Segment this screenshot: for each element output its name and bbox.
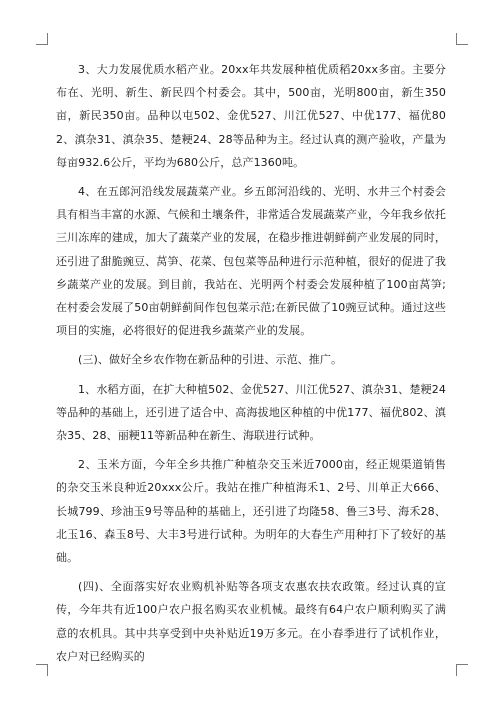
- crop-mark-bottom-right-h: [456, 664, 468, 665]
- crop-mark-bottom-right-v: [456, 664, 457, 676]
- paragraph-rice-varieties: 1、水稻方面，在扩大种植502、金优527、川江优527、滇杂31、楚粳24等品种的基础上，还引进了适合中、高海拔地区种植的中优177、福优802、滇杂35、28、丽粳11等新品种在新生、海联进行试种。: [56, 382, 446, 443]
- crop-mark-bottom-left-v: [47, 664, 48, 676]
- paragraph-corn-varieties: 2、玉米方面，今年全乡共推广种植杂交玉米近7000亩，经正规渠道销售的杂交玉米良种近20xxx公斤。我站在推广种植海禾1、2号、川单正大666、长城799、珍油玉9号等品种的基础上，还引进了均隆58、鲁三3号、海禾28、北玉16、森玉8号、大丰3号进行试种。为明年的大春生产用种打下了较好的基础。: [56, 458, 446, 565]
- paragraph-rice-industry: 3、大力发展优质水稻产业。20xx年共发展种植优质稻20xx多亩。主要分布在、光明、新生、新民四个村委会。其中，500亩，光明800亩，新生350亩，新民350亩。品种以屯502、金优527、川江优527、中优177、福优802、滇杂31、滇杂35、楚粳24、28等品种为主。经过认真的测产验收，产量为每亩932.6公斤，平均为680公斤，总产1360吨。: [56, 63, 446, 169]
- document-body: [56, 58, 446, 668]
- crop-mark-top-right-v: [456, 33, 457, 45]
- paragraph-machinery-subsidy: (四)、全面落实好农业购机补贴等各项支农惠农扶农政策。经过认真的宣传，今年共有近100户农户报名购买农业机械。最终有64户农户顺利购买了满意的农机具。其中共享受到中央补贴近19万多元。在小春季进行了试机作业，农户对已经购买的: [56, 580, 446, 663]
- paragraph-vegetable-industry: 4、在五郎河沿线发展蔬菜产业。乡五郎河沿线的、光明、水井三个村委会具有相当丰富的水源、气候和土壤条件，非常适合发展蔬菜产业，今年我乡依托三川冻库的建成，加大了蔬菜产业的发展，在稳步推进朝鲜蓟产业发展的同时，还引进了甜脆豌豆、莴笋、花菜、包包菜等品种进行示范种植，很好的促进了我乡蔬菜产业的发展。到目前，我站在、光明两个村委会发展种植了100亩莴笋;在村委会发展了50亩朝鲜蓟间作包包菜示范;在新民做了10豌豆试种。通过这些项目的实施，必将很好的促进我乡蔬菜产业的发展。: [56, 185, 446, 338]
- crop-mark-top-right-h: [456, 44, 468, 45]
- section-heading-new-varieties: (三)、做好全乡农作物在新品种的引进、示范、推广。: [78, 353, 343, 367]
- crop-mark-top-left-v: [47, 33, 48, 45]
